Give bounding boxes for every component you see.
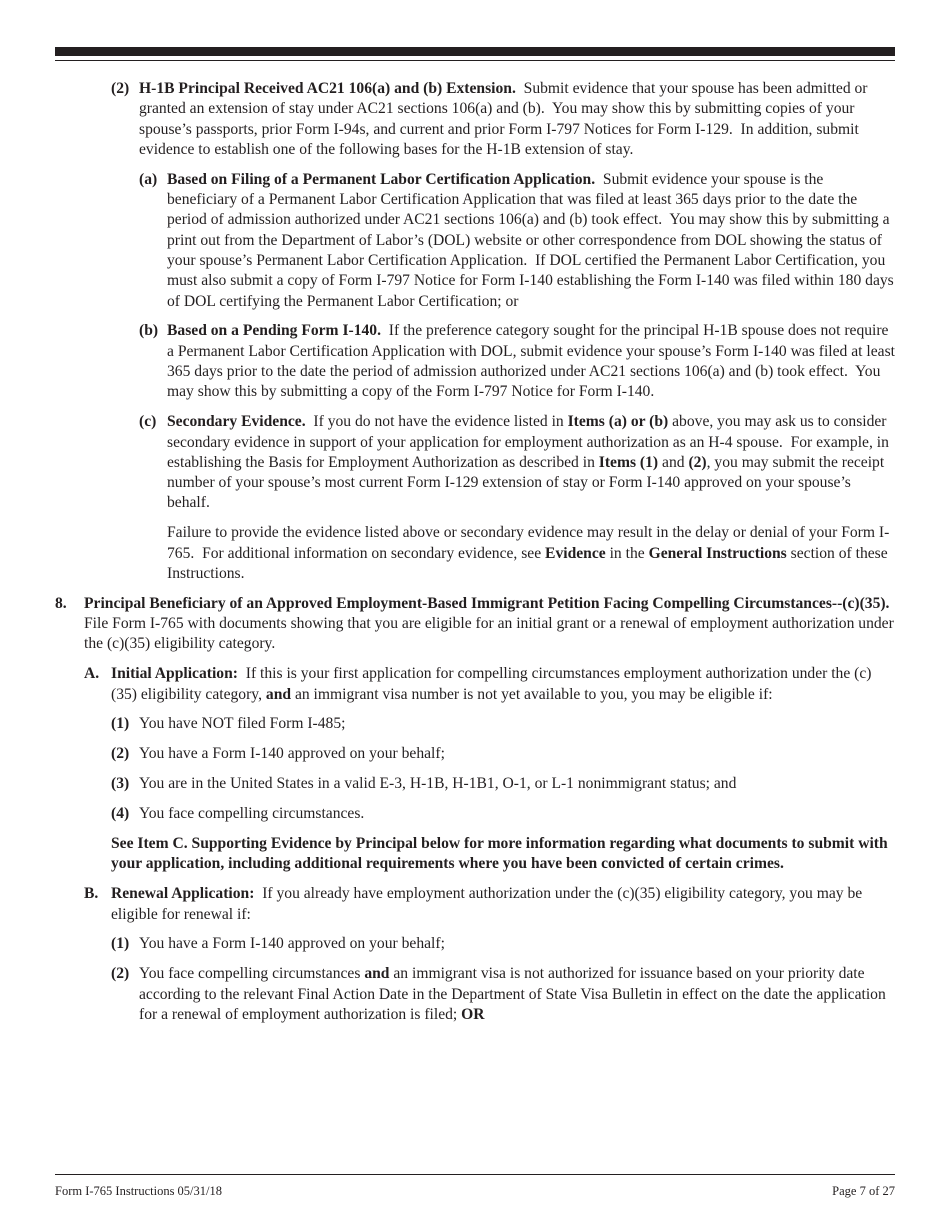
list-item — [55, 774, 895, 794]
text-segment: and — [364, 965, 390, 983]
item-marker: (b) — [139, 322, 159, 340]
item-text — [111, 884, 895, 925]
footer-page-number: Page 7 of 27 — [832, 1184, 895, 1198]
item-heading: Principal Beneficiary of an Approved Employment-Based Immigrant Petition Facing Compelling Circumstances--(c)(35). — [84, 594, 890, 612]
item-text — [139, 79, 895, 160]
text-segment: Evidence — [545, 544, 606, 562]
list-item — [55, 884, 895, 925]
list-item — [55, 412, 895, 513]
text-segment: Items (1) — [598, 453, 659, 471]
item-text — [139, 804, 895, 824]
text-segment: Submit evidence that your spouse has been admitted or granted an extension of stay under AC21 sections 106(a) and (b). You may show this by submitting copies of your spouse’s passports, prior Form I-94s, and current and prior Form I-797 Notices for Form I-129. In addition, submit evidence to establish one of the following bases for the H-1B extension of stay. — [139, 80, 872, 158]
list-item — [55, 664, 895, 705]
text-segment: If this is your first application for compelling circumstances employment authorization under the (c)(35) eligibility category, — [111, 665, 872, 703]
item-text — [167, 170, 898, 312]
item-marker: (c) — [139, 413, 157, 431]
item-marker: (1) — [111, 715, 130, 733]
item-marker: (4) — [111, 805, 130, 823]
list-item — [55, 744, 895, 764]
item-text — [167, 523, 895, 584]
text-segment: an immigrant visa number is not yet available to you, you may be eligible if: — [291, 685, 773, 703]
item-text — [111, 664, 895, 705]
text-segment: and — [265, 685, 292, 703]
list-item — [55, 964, 895, 1025]
item-text — [167, 321, 899, 402]
text-segment: You face compelling circumstances — [139, 965, 365, 983]
text-segment: above, you may ask us to consider secondary evidence in support of your application for employment authorization as an H-4 spouse. For example, in establishing the Basis for Employment Authorization as described in — [167, 413, 893, 471]
item-text — [167, 412, 895, 513]
text-segment: an immigrant visa is not authorized for issuance based on your priority date according to the relevant Final Action Date in the Department of State Visa Bulletin in effect on the date the application for a renewal of employment authorization is filed; — [139, 965, 890, 1023]
text-segment: If you already have employment authorization under the (c)(35) eligibility category, you may be eligible for renewal if: — [111, 885, 867, 923]
item-marker: (2) — [111, 745, 130, 763]
text-segment: section of these Instructions. — [167, 544, 892, 582]
item-heading: Initial Application: — [111, 665, 238, 683]
text-segment: You have a Form I-140 approved on your behalf; — [139, 935, 445, 953]
header-rule-thick — [55, 47, 895, 56]
paragraph — [55, 523, 895, 584]
item-text — [139, 744, 895, 764]
item-marker: (2) — [111, 965, 130, 983]
item-marker: (1) — [111, 935, 130, 953]
text-segment: See Item C. Supporting Evidence by Principal below for more information regarding what documents to submit with your application, including additional requirements where you have been convicted of certain crimes. — [111, 835, 892, 873]
list-item — [55, 594, 898, 655]
item-text — [111, 834, 895, 875]
text-segment: OR — [461, 1005, 485, 1023]
text-segment: General Instructions — [648, 544, 787, 562]
document-body — [55, 79, 899, 1035]
text-segment: Items (a) or (b) — [567, 413, 669, 431]
text-segment: You are in the United States in a valid E-3, H-1B, H-1B1, O-1, or L-1 nonimmigrant status; and — [139, 775, 737, 793]
item-marker: A. — [84, 665, 100, 683]
text-segment: (2) — [688, 453, 707, 471]
text-segment: If the preference category sought for the principal H-1B spouse does not require a Permanent Labor Certification Application with DOL, submit evidence your spouse’s Form I-140 was filed at least 365 days prior to the date the period of admission authorized under AC21 sections 106(a) and (b) took effect. You may show this by submitting a copy of the Form I-797 Notice for Form I-140. — [167, 322, 899, 401]
item-text — [139, 964, 895, 1025]
text-segment: You have a Form I-140 approved on your behalf; — [139, 745, 445, 763]
text-segment: , you may submit the receipt number of your spouse’s most current Form I-129 extension of stay or Form I-140 approved on your spouse’s behalf. — [167, 453, 889, 512]
item-heading: Secondary Evidence. — [167, 413, 306, 431]
list-item — [55, 714, 895, 734]
text-segment: File Form I-765 with documents showing that you are eligible for an initial grant or a renewal of employment authorization under the (c)(35) eligibility category. — [84, 594, 898, 653]
paragraph — [55, 834, 895, 875]
item-marker: B. — [84, 885, 99, 903]
item-heading: Based on a Pending Form I-140. — [167, 322, 381, 340]
item-text — [139, 934, 895, 954]
item-heading: Based on Filing of a Permanent Labor Certification Application. — [167, 170, 596, 188]
text-segment: You face compelling circumstances. — [139, 805, 365, 823]
list-item — [55, 804, 895, 824]
item-heading: Renewal Application: — [111, 885, 255, 903]
item-marker: (3) — [111, 775, 130, 793]
item-text — [139, 714, 895, 734]
text-segment: Submit evidence your spouse is the beneficiary of a Permanent Labor Certification Application that was filed at least 365 days prior to the date the period of admission authorized under AC21 sections 106(a) and (b) took effect. You may show this by submitting a print out from the Department of Labor’s (DOL) website or other correspondence from DOL showing the status of your spouse’s Permanent Labor Certification Application. If DOL certified the Permanent Labor Certification, you must also submit a copy of Form I-797 Notice for Form I-140 establishing the Form I-140 was filed within 180 days of DOL certifying the Permanent Labor Certification; or — [167, 170, 898, 310]
text-segment: You have NOT filed Form I-485; — [139, 715, 346, 733]
list-item — [55, 79, 895, 160]
list-item — [55, 934, 895, 954]
list-item — [55, 170, 898, 312]
text-segment: If you do not have the evidence listed in — [305, 413, 568, 431]
text-segment: in the — [605, 544, 649, 562]
item-text — [139, 774, 895, 794]
footer-rule — [55, 1174, 895, 1175]
item-marker: (2) — [111, 80, 130, 97]
item-heading: H-1B Principal Received AC21 106(a) and (b) Extension. — [139, 80, 516, 97]
text-segment: Failure to provide the evidence listed above or secondary evidence may result in the delay or denial of your Form I-765. For additional information on secondary evidence, see — [167, 524, 890, 562]
item-marker: (a) — [139, 170, 158, 188]
header-rule-thin — [55, 60, 895, 61]
list-item — [55, 321, 899, 402]
text-segment: and — [658, 453, 689, 471]
item-marker: 8. — [55, 594, 67, 612]
item-text — [84, 594, 898, 655]
footer-form-id: Form I-765 Instructions 05/31/18 — [55, 1184, 223, 1198]
